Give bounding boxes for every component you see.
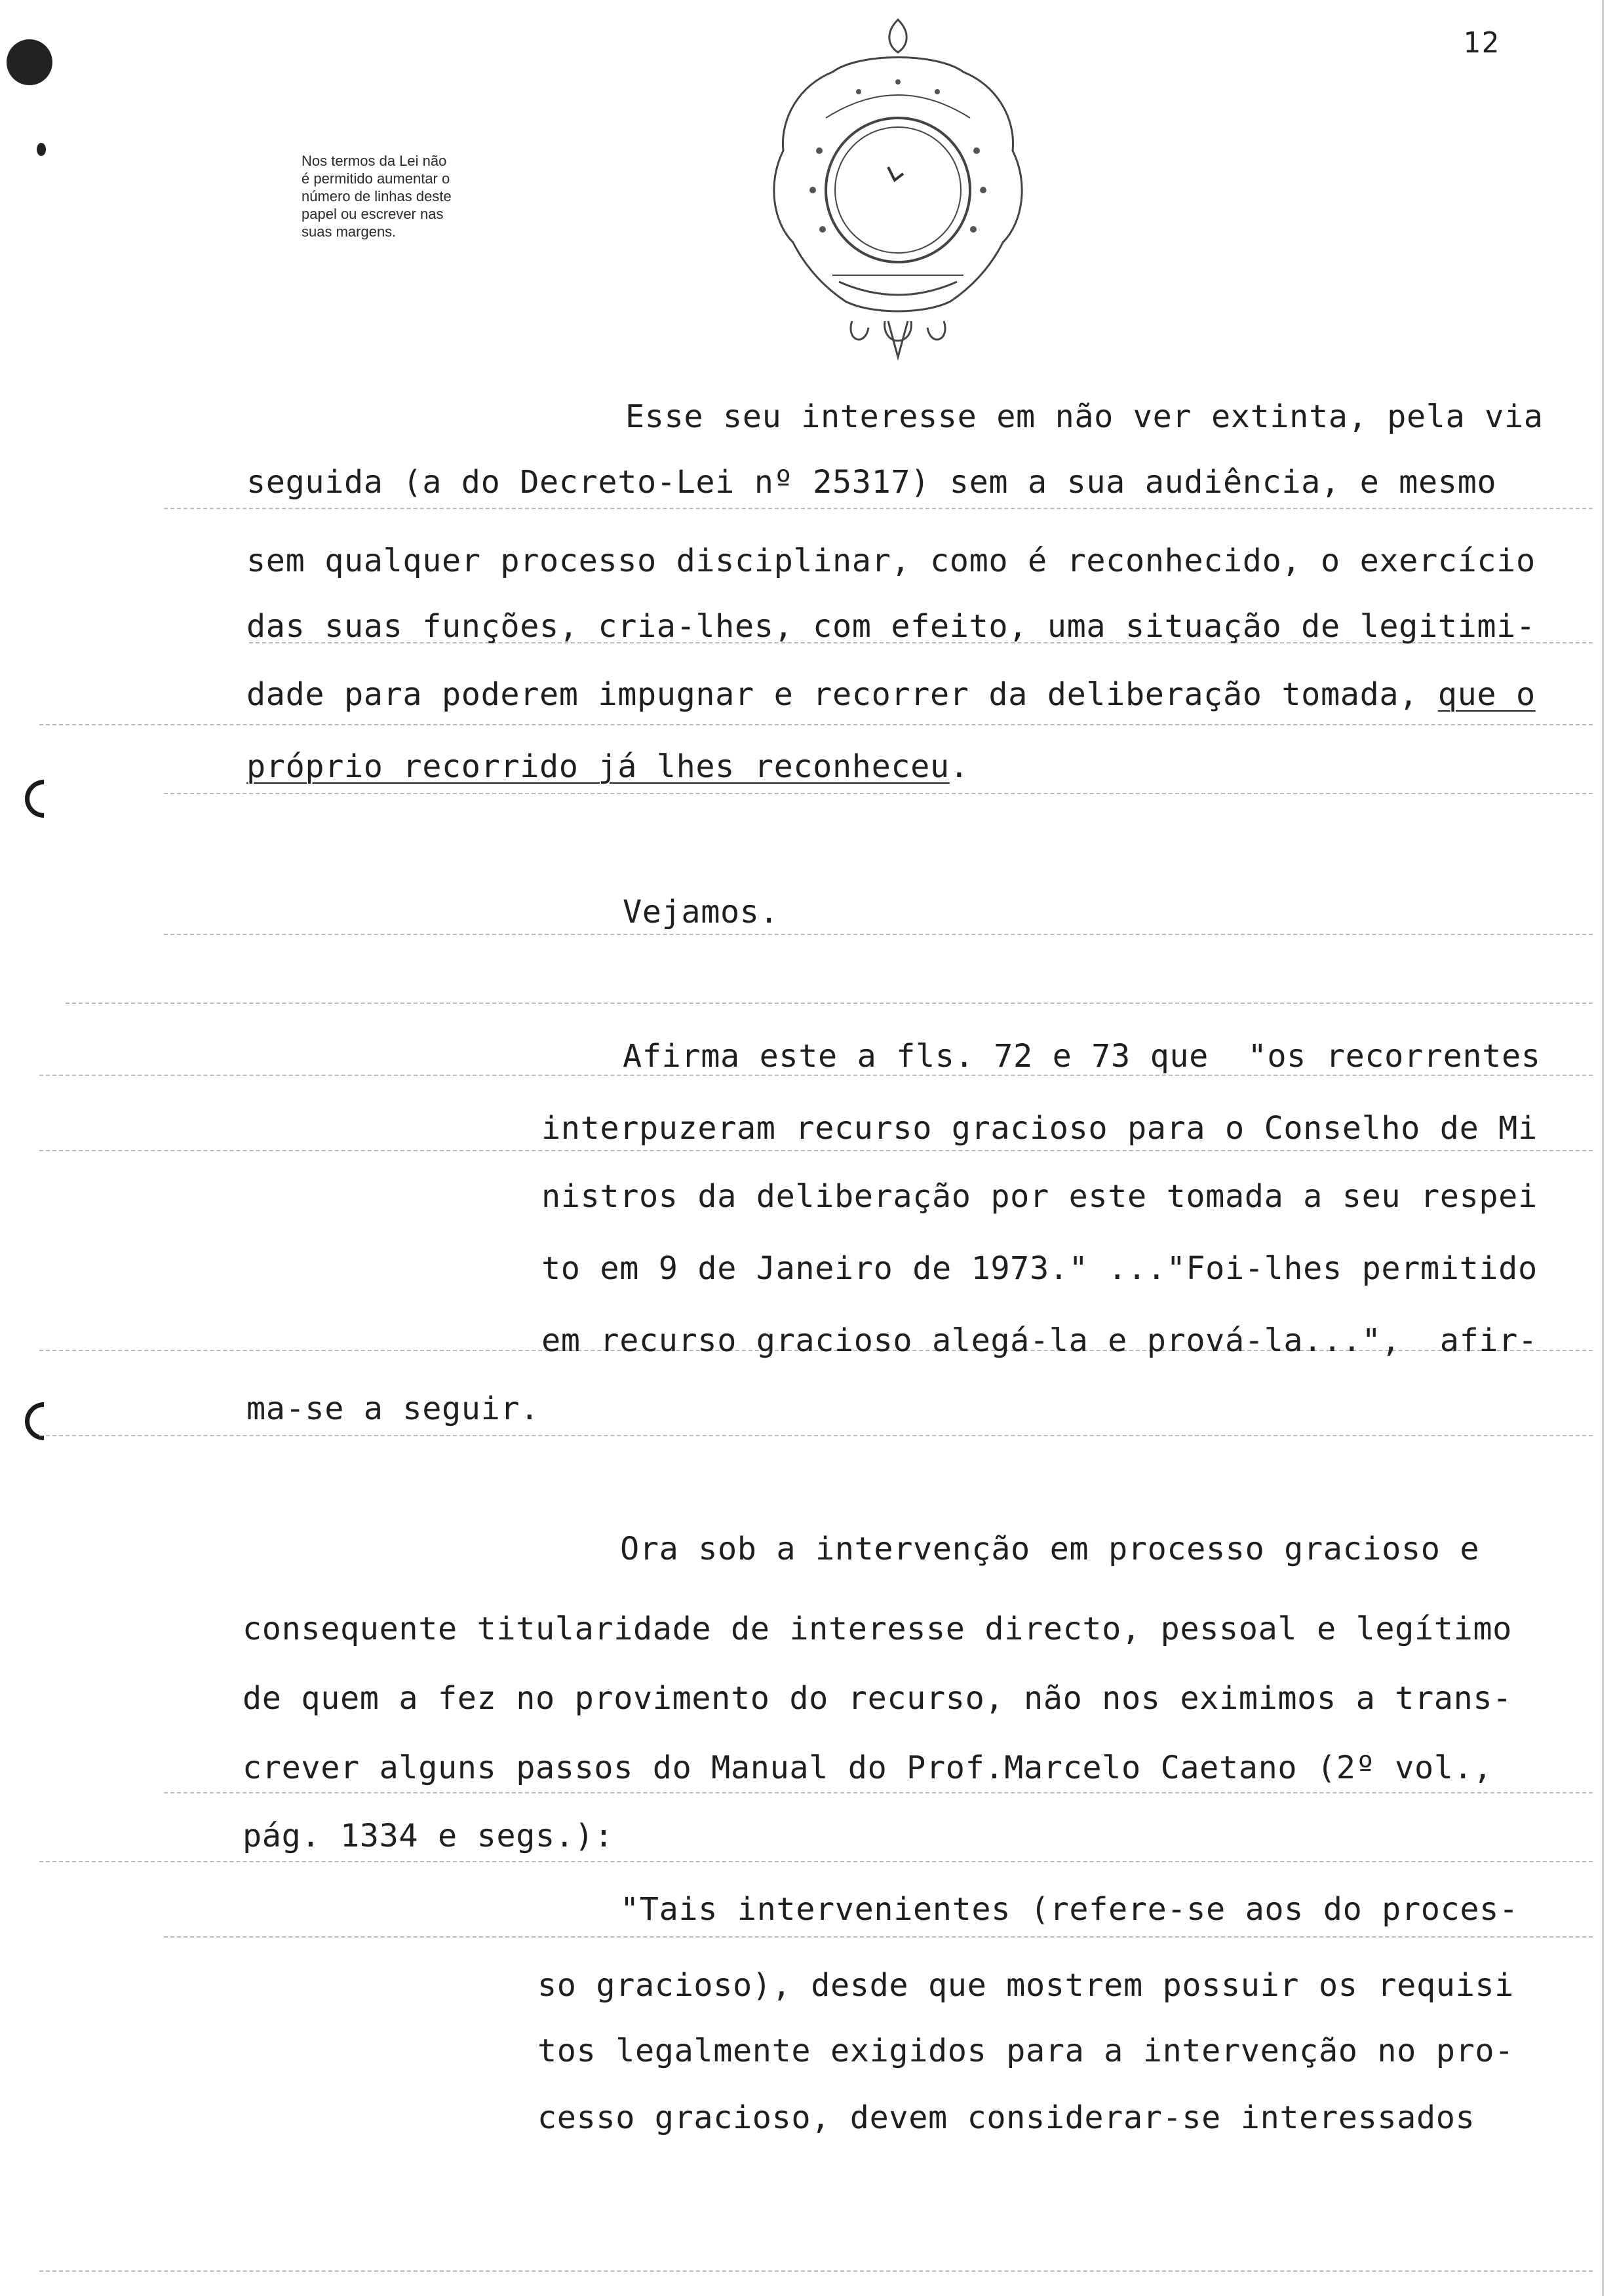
page-edge bbox=[1602, 0, 1604, 2296]
text-line: Vejamos. bbox=[623, 894, 779, 930]
ruled-line bbox=[39, 724, 1593, 725]
text-line: sem qualquer processo disciplinar, como é reconhecido, o exercício bbox=[246, 543, 1536, 579]
text-line: interpuzeram recurso gracioso para o Conselho de Mi bbox=[541, 1110, 1538, 1147]
text-line: so gracioso), desde que mostrem possuir os requisi bbox=[537, 1967, 1514, 2004]
margin-notice: Nos termos da Lei não é permitido aumentar o número de linhas deste papel ou escrever nas suas margens. bbox=[302, 153, 452, 240]
text-line: em recurso gracioso alegá-la e prová-la...", afir- bbox=[541, 1322, 1538, 1359]
ink-mark bbox=[7, 39, 52, 85]
text-line: ma-se a seguir. bbox=[246, 1390, 539, 1427]
text-line: Afirma este a fls. 72 e 73 que "os recorrentes bbox=[623, 1038, 1541, 1075]
ruled-line bbox=[164, 1792, 1593, 1793]
ruled-line bbox=[164, 508, 1593, 509]
ruled-line bbox=[39, 1435, 1593, 1436]
text-line: Esse seu interesse em não ver extinta, pela via bbox=[625, 398, 1544, 435]
ruled-line bbox=[39, 2270, 1593, 2272]
text-line bbox=[246, 675, 1536, 714]
text-line: de quem a fez no provimento do recurso, não nos eximimos a trans- bbox=[243, 1680, 1512, 1717]
text-line: consequente titularidade de interesse directo, pessoal e legítimo bbox=[243, 1611, 1512, 1647]
ruled-line bbox=[39, 1861, 1593, 1862]
punch-hole-top bbox=[17, 772, 71, 826]
text-line: crever alguns passos do Manual do Prof.Marcelo Caetano (2º vol., bbox=[243, 1750, 1493, 1786]
punch-hole-bottom bbox=[17, 1394, 71, 1448]
text-line: Ora sob a intervenção em processo gracioso e bbox=[620, 1531, 1480, 1567]
underlined-text: que o bbox=[1437, 676, 1536, 713]
text-segment: . bbox=[949, 748, 969, 785]
ruled-line bbox=[164, 793, 1593, 794]
ruled-line bbox=[164, 934, 1593, 935]
ruled-line bbox=[66, 1003, 1593, 1004]
text-line: das suas funções, cria-lhes, com efeito, uma situação de legitimi- bbox=[246, 608, 1536, 645]
fiscal-stamp-seal bbox=[754, 13, 1042, 360]
ruled-line bbox=[39, 1150, 1593, 1151]
text-line: seguida (a do Decreto-Lei nº 25317) sem a sua audiência, e mesmo bbox=[246, 464, 1497, 501]
text-line: "Tais intervenientes (refere-se aos do proces- bbox=[620, 1891, 1519, 1928]
text-line: pág. 1334 e segs.): bbox=[243, 1818, 614, 1854]
text-line: tos legalmente exigidos para a intervenção no pro- bbox=[537, 2033, 1514, 2069]
text-line: cesso gracioso, devem considerar-se interessados bbox=[537, 2099, 1475, 2136]
ink-mark bbox=[37, 143, 46, 156]
page-number: 12 bbox=[1463, 26, 1500, 60]
underlined-text: próprio recorrido já lhes reconheceu bbox=[246, 748, 950, 785]
ruled-line bbox=[164, 1936, 1593, 1938]
text-segment: dade para poderem impugnar e recorrer da deliberação tomada, bbox=[246, 676, 1438, 713]
text-line: to em 9 de Janeiro de 1973." ..."Foi-lhes permitido bbox=[541, 1250, 1538, 1287]
text-line: nistros da deliberação por este tomada a seu respei bbox=[541, 1178, 1538, 1215]
text-line bbox=[246, 747, 969, 786]
